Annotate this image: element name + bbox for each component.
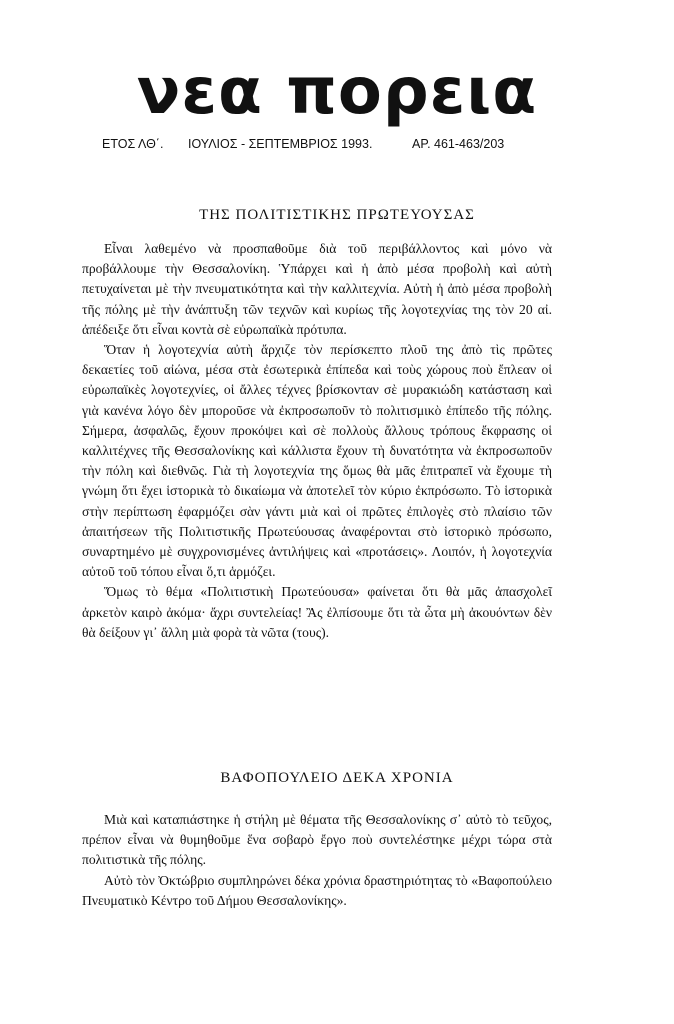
article-1-paragraph-1: Εἶναι λαθεμένο νὰ προσπαθοῦμε διὰ τοῦ περιβάλλοντος καὶ μόνο νὰ προβάλλουμε τὴν Θεσσαλονίκη. Ὑπάρχει καὶ ἡ ἀπὸ μέσα προβολὴ καὶ αὐτὴ πετυχαίνεται μὲ τὴν πνευματικότητα καὶ τὴν καλλιτεχνία. Αὐτὴ ἡ ἀπὸ μέσα προβολὴ τῆς πόλης μὲ τὴν ἀνάπτυξη τῶν τεχνῶν καὶ κυρίως τῆς λογοτεχνίας της τὸν 20 αἰ. ἀπέδειξε ὅτι εἶναι κοντὰ σὲ εὐρωπαϊκὰ πρότυπα. <box>82 241 552 337</box>
issue-number: ΑΡ. 461-463/203 <box>412 137 505 151</box>
issue-period: ΙΟΥΛΙΟΣ - ΣΕΠΤΕΜΒΡΙΟΣ 1993. <box>188 137 373 151</box>
article-2-paragraph-2: Αὐτὸ τὸν Ὀκτώβριο συμπληρώνει δέκα χρόνια δραστηριότητας τὸ «Βαφοπούλειο Πνευματικὸ Κέντρο τοῦ Δήμου Θεσσαλονίκης». <box>82 872 552 908</box>
article-1-body <box>82 239 552 643</box>
article-1-paragraph-3: Ὅμως τὸ θέμα «Πολιτιστικὴ Πρωτεύουσα» φαίνεται ὅτι θὰ μᾶς ἀπασχολεῖ ἀρκετὸν καιρὸ ἀκόμα· ἄχρι συντελείας! Ἂς ἐλπίσουμε ὅτι τὰ ὦτα μὴ ἀκουόντων δὲν θὰ δείξουν γι᾽ ἄλλη μιὰ φορὰ τὰ νῶτα (τους). <box>82 584 552 640</box>
article-2-body <box>82 810 552 911</box>
article-1-paragraph-2: Ὅταν ἡ λογοτεχνία αὐτὴ ἄρχιζε τὸν περίσκεπτο πλοῦ της ἀπὸ τὶς πρῶτες δεκαετίες τοῦ αἰώνα, μέσα στὰ ἐσωτερικὰ ἐπίπεδα καὶ τοὺς χώρους ποὺ ἔπλεαν οἱ εὐρωπαϊκὲς λογοτεχνίες, οἱ ἄλλες τέχνες βρίσκονταν σὲ μυρακιώδη κατάσταση καὶ γιὰ κανένα λόγο δὲν μποροῦσε νὰ ἐκπροσωποῦν τὸ πολιτισμικὸ ἐπίπεδο τῆς πόλης. Σήμερα, ἀσφαλῶς, ἔχουν προκόψει καὶ σὲ πολλοὺς ἄλλους τρόπους ἔκφρασης οἱ καλλιτέχνες τῆς Θεσσαλονίκης καὶ κάλλιστα ἔχουν τὴ δυνατότητα νὰ ἐκπροσωποῦν τὴν πόλη καὶ διεθνῶς. Γιὰ τὴ λογοτεχνία της ὅμως θὰ μᾶς ἐπιτραπεῖ νὰ ἔχουμε τὴ γνώμη ὅτι ἔχει ἱστορικὰ τὸ δικαίωμα νὰ ἀποτελεῖ τὸν κύριο ἐκπρόσωπο. Τὸ ἱστορικὰ στὴν περίπτωση ἐφαρμόζει σὰν γάντι μιὰ καὶ οἱ πρῶτες ἐπιλογὲς στὸ πλαίσιο τῶν ἀπαιτήσεων τῆς Πολιτιστικῆς Πρωτεύουσας ἀναφέρονται στὸ ἱστορικὸ πρόσωπο, συναρτημένο μὲ συγχρονισμένες ἀντιλήψεις καὶ «προτάσεις». Λοιπόν, ἡ λογοτεχνία αὐτοῦ τοῦ τόπου εἶναι ὅ,τι ἁρμόζει. <box>82 342 552 580</box>
issue-year: ΕΤΟΣ ΛΘ΄. <box>102 137 164 151</box>
article-2-paragraph-1: Μιὰ καὶ καταπιάστηκε ἡ στήλη μὲ θέματα τῆς Θεσσαλονίκης σ᾽ αὐτὸ τὸ τεῦχος, πρέπον εἶναι νὰ θυμηθοῦμε ἕνα σοβαρὸ ἔργο ποὺ συντελέστηκε μέχρι τώρα στὰ πολιτιστικὰ τῆς πόλης. <box>82 812 552 868</box>
article-2-title: ΒΑΦΟΠΟΥΛΕΙΟ ΔΕΚΑ ΧΡΟΝΙΑ <box>220 770 454 786</box>
article-1-title: ΤΗΣ ΠΟΛΙΤΙΣΤΙΚΗΣ ΠΡΩΤΕΥΟΥΣΑΣ <box>199 207 475 223</box>
masthead-title: νεα πορεια <box>136 55 538 129</box>
